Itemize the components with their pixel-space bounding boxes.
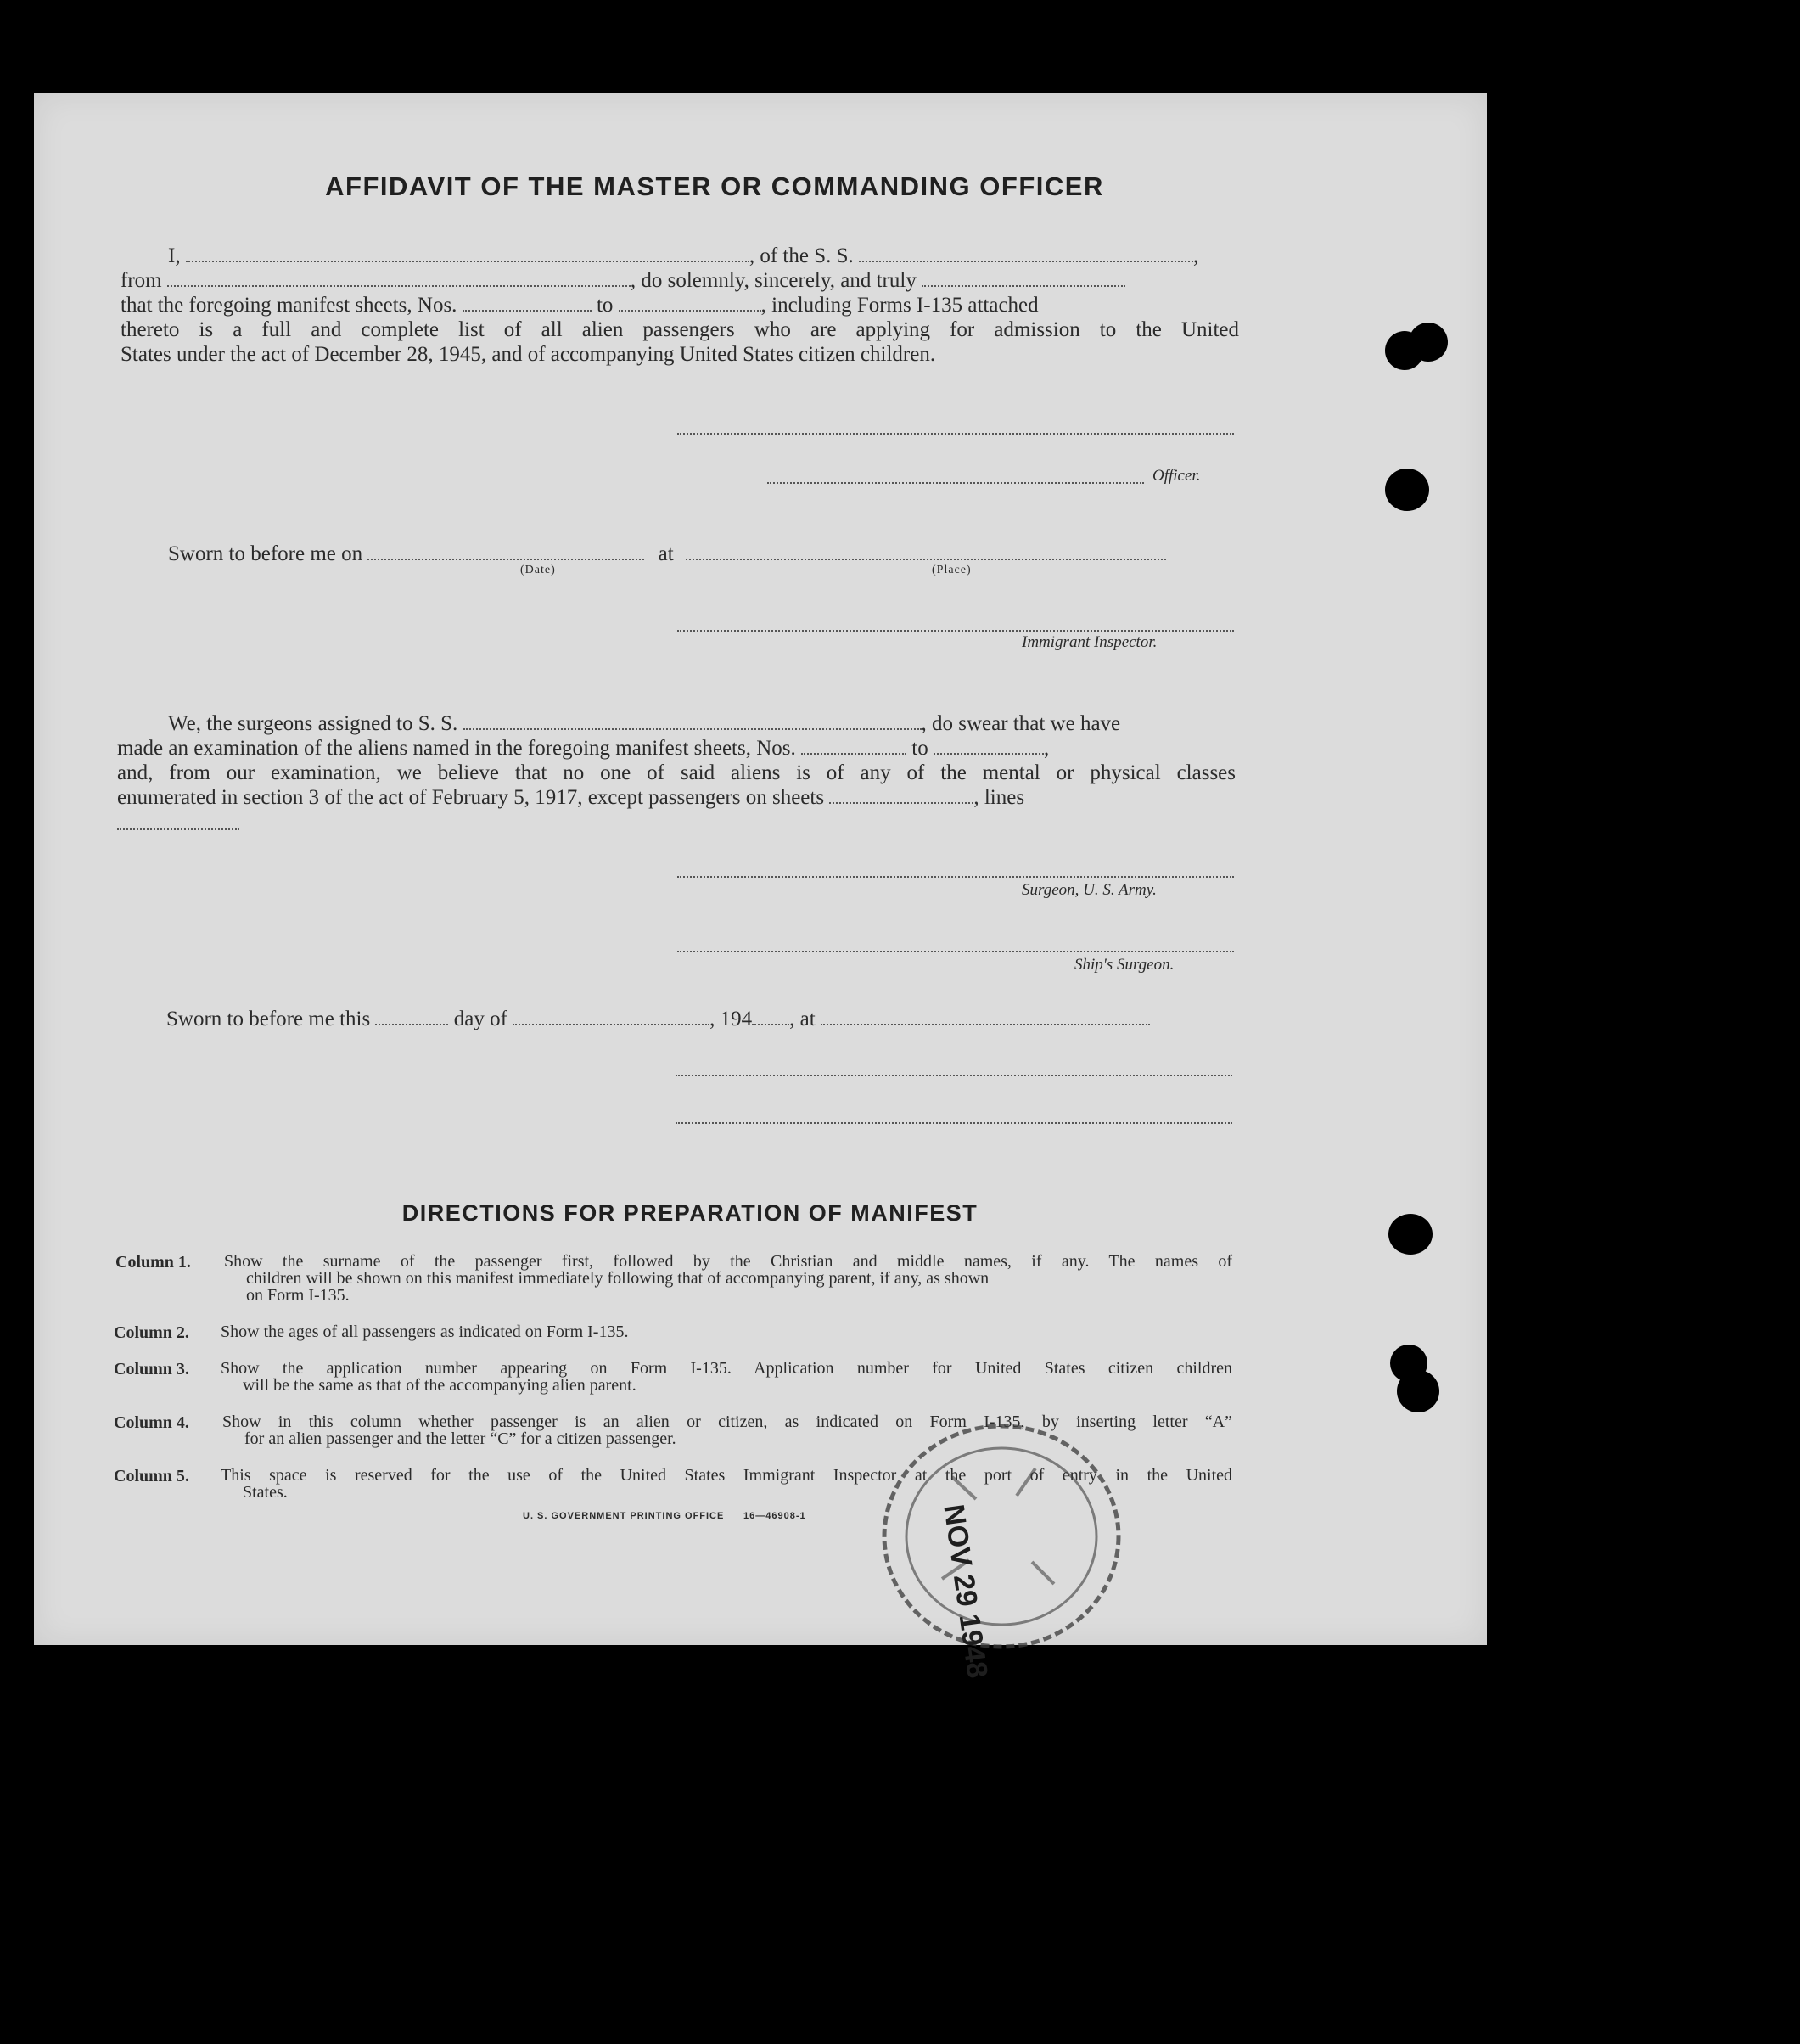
column-4-label: Column 4. [114, 1413, 189, 1432]
affidavit-line-5: States under the act of December 28, 1945, and of accompanying United States citizen children. [121, 343, 936, 366]
text-foregoing-sheets: that the foregoing manifest sheets, Nos. [121, 294, 457, 317]
text-day-of: day of [453, 1008, 507, 1030]
army-surgeon-label: Surgeon, U. S. Army. [1022, 881, 1157, 899]
signature-line-official-1[interactable] [676, 1075, 1232, 1076]
column-5-line-2: States. [243, 1483, 288, 1502]
column-3-text [221, 1360, 1232, 1394]
text-including-forms: , including Forms I-135 attached [760, 294, 1039, 317]
punch-hole-4b [1397, 1370, 1439, 1412]
text-enumerated: enumerated in section 3 of the act of February 5, 1917, except passengers on sheets [117, 786, 825, 809]
sworn-line-inspector [168, 542, 1166, 567]
punch-hole-2 [1385, 469, 1429, 511]
column-3-label: Column 3. [114, 1360, 189, 1379]
officer-name-field[interactable] [186, 244, 749, 262]
ship-surgeon-label: Ship's Surgeon. [1074, 956, 1175, 974]
form-number: 16—46908-1 [743, 1511, 806, 1521]
signature-line-master[interactable] [677, 433, 1234, 435]
column-2-text [221, 1323, 628, 1340]
text-solemnly: , do solemnly, sincerely, and truly [630, 269, 917, 292]
punch-hole-1b [1409, 323, 1448, 362]
column-5-label: Column 5. [114, 1467, 189, 1485]
text-sworn-this: Sworn to before me this [166, 1008, 371, 1030]
sheet-to-field[interactable] [619, 293, 761, 312]
date-caption: (Date) [520, 564, 556, 576]
column-1-text [224, 1253, 1232, 1304]
excepted-sheets-field[interactable] [829, 785, 973, 804]
surgeons-sheet-from-field[interactable] [801, 736, 906, 755]
sworn-month-field[interactable] [513, 1007, 709, 1025]
text-comma-2: , [1043, 737, 1050, 760]
surgeons-line-2 [117, 736, 1049, 761]
sheet-from-field[interactable] [463, 293, 592, 312]
surgeons-ship-field[interactable] [463, 711, 922, 730]
text-comma: , [1193, 244, 1199, 267]
column-2-label: Column 2. [114, 1323, 189, 1342]
surgeons-line-3: and, from our examination, we believe that no one of said aliens is of any of the mental or physical classes [117, 761, 1236, 784]
column-1-label: Column 1. [115, 1253, 191, 1272]
signature-line-official-2[interactable] [676, 1122, 1232, 1124]
text-lines: , lines [973, 786, 1025, 809]
sworn-place-field-2[interactable] [821, 1007, 1150, 1025]
text-i: I, [168, 244, 181, 267]
text-sworn: Sworn to before me on [168, 542, 363, 565]
sworn-date-field[interactable] [367, 542, 644, 560]
surgeons-sheet-to-field[interactable] [934, 736, 1044, 755]
oath-field[interactable] [922, 268, 1125, 287]
column-2-line-1: Show the ages of all passengers as indicated on Form I-135. [221, 1322, 629, 1341]
signature-line-inspector[interactable] [677, 630, 1234, 632]
column-5-line-1: This space is reserved for the use of the United States Immigrant Inspector at the port of entry in the United [221, 1466, 1232, 1485]
text-at-2: , at [789, 1008, 816, 1030]
affidavit-line-1 [168, 244, 1198, 269]
text-of-ss: , of the S. S. [749, 244, 854, 267]
text-from: from [121, 269, 162, 292]
departure-port-field[interactable] [167, 268, 631, 287]
printer-imprint: U. S. GOVERNMENT PRINTING OFFICE [523, 1511, 725, 1521]
directions-title: DIRECTIONS FOR PREPARATION OF MANIFEST [401, 1200, 979, 1226]
sworn-year-field[interactable] [752, 1007, 789, 1025]
ship-name-field[interactable] [859, 244, 1193, 262]
column-4-line-2: for an alien passenger and the letter “C” for a citizen passenger. [244, 1429, 676, 1448]
affidavit-line-3 [121, 293, 1039, 318]
text-to: to [596, 294, 614, 317]
text-year-194: , 194 [709, 1008, 753, 1030]
text-at: at [658, 542, 674, 565]
manifest-back-page [34, 93, 1487, 1681]
stamp-date: NOV 29 1948 [937, 1502, 994, 1681]
column-3-line-2: will be the same as that of the accompanying alien parent. [243, 1376, 636, 1395]
column-3-line-1: Show the application number appearing on Form I-135. Application number for United States citizen children [221, 1359, 1232, 1378]
text-do-swear: , do swear that we have [921, 712, 1121, 735]
column-1-line-1: Show the surname of the passenger first, followed by the Christian and middle names, if any. The names of [224, 1252, 1232, 1271]
affidavit-line-4: thereto is a full and complete list of all alien passengers who are applying for admission to the United [121, 318, 1239, 341]
signature-line-officer[interactable] [767, 482, 1144, 484]
sworn-place-field[interactable] [686, 542, 1166, 560]
place-caption: (Place) [932, 564, 972, 576]
signature-line-ship-surgeon[interactable] [677, 951, 1234, 952]
affidavit-title: AFFIDAVIT OF THE MASTER OR COMMANDING OFFICER [325, 171, 1104, 201]
text-made-examination: made an examination of the aliens named in the foregoing manifest sheets, Nos. [117, 737, 796, 760]
punch-hole-3 [1388, 1214, 1433, 1255]
excepted-lines-field[interactable] [117, 828, 239, 830]
column-4-line-1: Show in this column whether passenger is an alien or citizen, as indicated on Form I-135, by inserting letter “A” [222, 1412, 1232, 1431]
sworn-line-surgeons [166, 1007, 1150, 1032]
column-1-line-2: children will be shown on this manifest immediately following that of accompanying parent, if any, as shown [246, 1269, 990, 1288]
inspector-label: Immigrant Inspector. [1022, 633, 1158, 651]
affidavit-line-2 [121, 268, 1125, 294]
surgeons-line-4 [117, 785, 1024, 811]
officer-label: Officer. [1152, 467, 1201, 485]
sworn-day-field[interactable] [375, 1007, 448, 1025]
text-to-2: to [911, 737, 928, 760]
surgeons-line-1 [168, 711, 1120, 737]
text-surgeons-assigned: We, the surgeons assigned to S. S. [168, 712, 458, 735]
signature-line-army-surgeon[interactable] [677, 876, 1234, 878]
inspection-stamp [874, 1418, 1129, 1681]
column-1-line-3: on Form I-135. [246, 1286, 350, 1305]
stamp-ring-icon [874, 1418, 1129, 1655]
